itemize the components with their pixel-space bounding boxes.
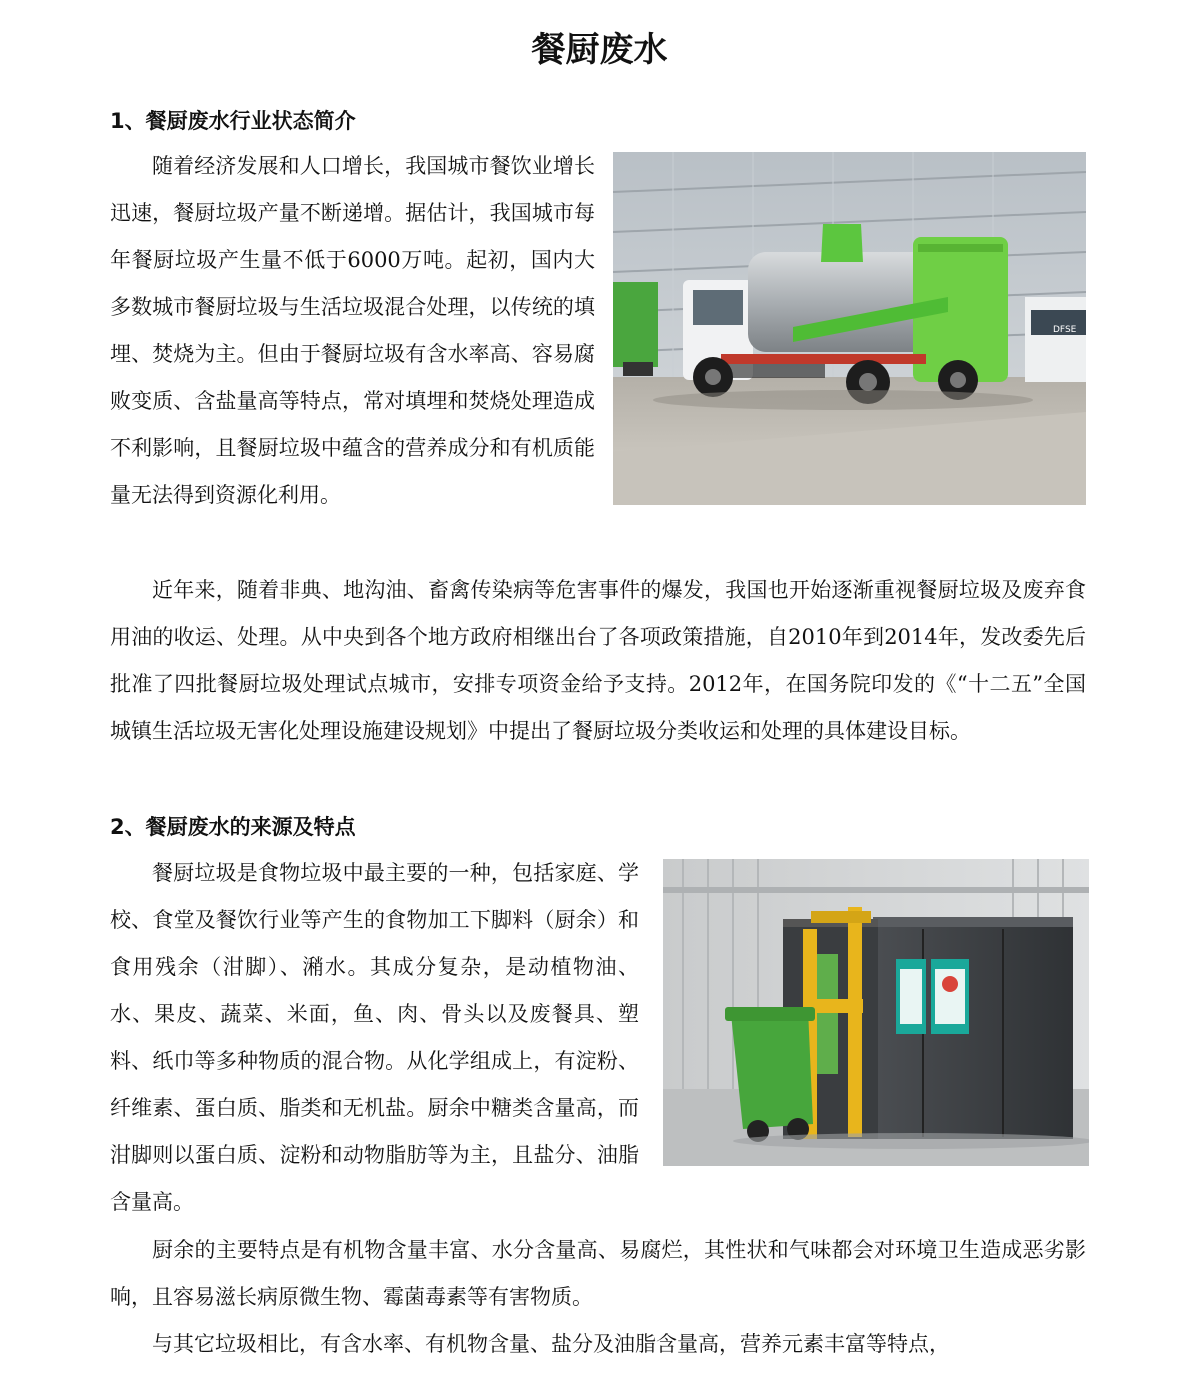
section-1-paragraph-1: 随着经济发展和人口增长，我国城市餐饮业增长迅速，餐厨垃圾产量不断递增。据估计，我国城市每年餐厨垃圾产生量不低于6000万吨。起初，国内大多数城市餐厨垃圾与生活垃圾混合处理，以传统的填埋、焚烧为主。但由于餐厨垃圾有含水率高、容易腐败变质、含盐量高等特点，常对填埋和焚烧处理造成不利影响，且餐厨垃圾中蕴含的营养成分和有机质能量无法得到资源化利用。 [110,154,595,507]
truck-photo [613,152,1086,505]
page-title: 餐厨废水 [531,30,668,70]
svg-text:DFSE: DFSE [1053,325,1077,335]
food-waste-machine-photo [663,859,1089,1166]
section-2-paragraph-2: 厨余的主要特点是有机物含量丰富、水分含量高、易腐烂，其性状和气味都会对环境卫生造成恶劣影响，且容易滋长病原微生物、霉菌毒素等有害物质。 [110,1238,1086,1309]
section-1-paragraph-2: 近年来，随着非典、地沟油、畜禽传染病等危害事件的爆发，我国也开始逐渐重视餐厨垃圾及废弃食用油的收运、处理。从中央到各个地方政府相继出台了各项政策措施，自2010年到2014年，发改委先后批准了四批餐厨垃圾处理试点城市，安排专项资金给予支持。2012年，在国务院印发的《“十二五”全国城镇生活垃圾无害化处理设施建设规划》中提出了餐厨垃圾分类收运和处理的具体建设目标。 [110,578,1086,743]
section-2-heading: 2、餐厨废水的来源及特点 [110,815,356,839]
section-2-paragraph-3: 与其它垃圾相比，有含水率、有机物含量、盐分及油脂含量高，营养元素丰富等特点， [152,1332,950,1356]
section-1-heading: 1、餐厨废水行业状态简介 [110,109,356,133]
section-2-paragraph-1: 餐厨垃圾是食物垃圾中最主要的一种，包括家庭、学校、食堂及餐饮行业等产生的食物加工下脚料（厨余）和食用残余（泔脚）、潲水。其成分复杂，是动植物油、水、果皮、蔬菜、米面，鱼、肉、骨头以及废餐具、塑料、纸巾等多种物质的混合物。从化学组成上，有淀粉、纤维素、蛋白质、脂类和无机盐。厨余中糖类含量高，而泔脚则以蛋白质、淀粉和动物脂肪等为主，且盐分、油脂含量高。 [110,861,639,1214]
